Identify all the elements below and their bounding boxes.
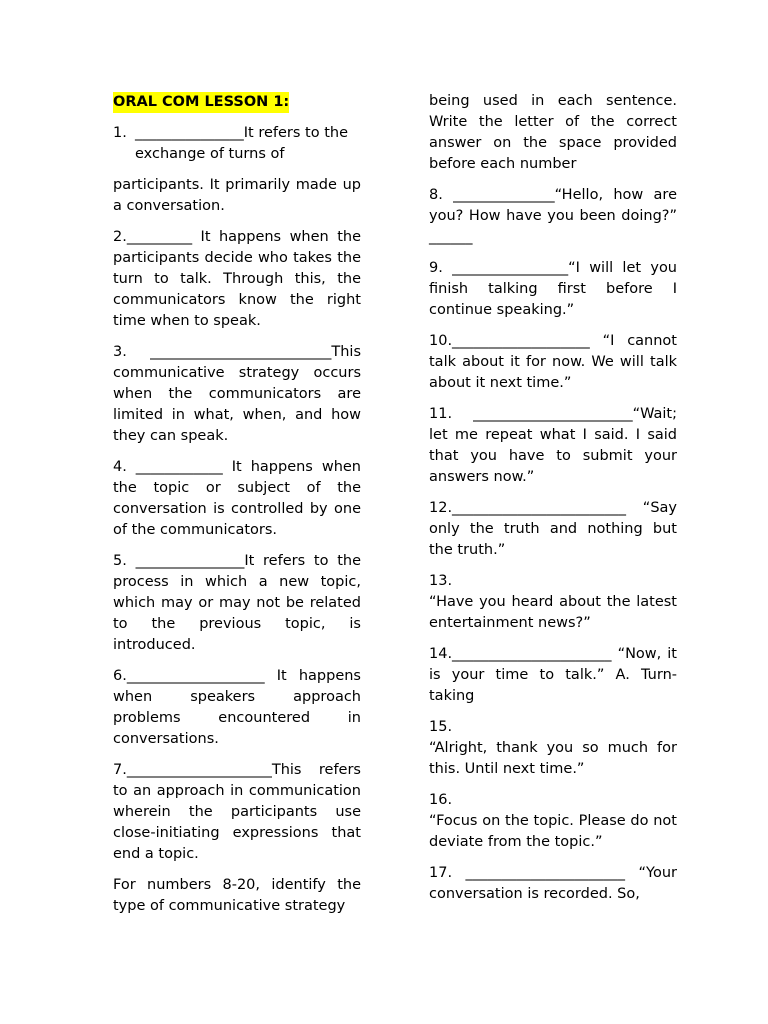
question-3: 3. _________________________This communicative strategy occurs when the communicators are limited in what, when, and how they can speak. [113, 344, 361, 444]
question-7: 7.____________________This refers to an approach in communication wherein the participants use close-initiating expressions that end a topic. [113, 762, 361, 862]
question-15 [429, 717, 677, 780]
question-number: 16. [429, 792, 453, 808]
question-10: 10.___________________ “I cannot talk about it for now. We will talk about it next time.” [429, 333, 677, 391]
question-text: “Alright, thank you so much for this. Until next time.” [429, 740, 677, 777]
question-text: “Focus on the topic. Please do not deviate from the topic.” [429, 813, 677, 850]
left-column [113, 91, 361, 927]
question-8: 8. ______________“Hello, how are you? How have you been doing?” ______ [429, 187, 677, 245]
question-text: “Have you heard about the latest entertainment news?” [429, 594, 677, 631]
question-5: 5. _______________It refers to the process in which a new topic, which may or may not be related to the previous topic, is introduced. [113, 553, 361, 653]
question-4: 4. ____________ It happens when the topic or subject of the conversation is controlled by one of the communicators. [113, 459, 361, 538]
question-1-continuation: participants. It primarily made up a conversation. [113, 177, 361, 214]
question-number: 1. [113, 125, 127, 141]
question-number: 15. [429, 719, 453, 735]
question-6: 6.___________________ It happens when speakers approach problems encountered in conversations. [113, 668, 361, 747]
question-13 [429, 571, 677, 634]
question-11: 11. ______________________“Wait; let me repeat what I said. I said that you have to submit your answers now.” [429, 406, 677, 485]
question-2: 2._________ It happens when the participants decide who takes the turn to talk. Through this, the communicators know the right time when to speak. [113, 229, 361, 329]
question-17: 17. ______________________ “Your conversation is recorded. So, [429, 865, 677, 902]
question-14: 14.______________________ “Now, it is your time to talk.” A. Turn-taking [429, 646, 677, 704]
instructions-continuation: being used in each sentence. Write the letter of the correct answer on the space provided before each number [429, 93, 677, 172]
question-text: _______________It refers to the exchange of turns of [135, 125, 348, 162]
instructions: For numbers 8-20, identify the type of communicative strategy [113, 877, 361, 914]
right-column [429, 91, 677, 915]
question-9: 9. ________________“I will let you finish talking first before I continue speaking.” [429, 260, 677, 318]
lesson-title: ORAL COM LESSON 1: [113, 92, 289, 113]
question-16 [429, 790, 677, 853]
question-number: 13. [429, 573, 453, 589]
question-1 [113, 123, 361, 165]
question-12: 12.________________________ “Say only the truth and nothing but the truth.” [429, 500, 677, 558]
